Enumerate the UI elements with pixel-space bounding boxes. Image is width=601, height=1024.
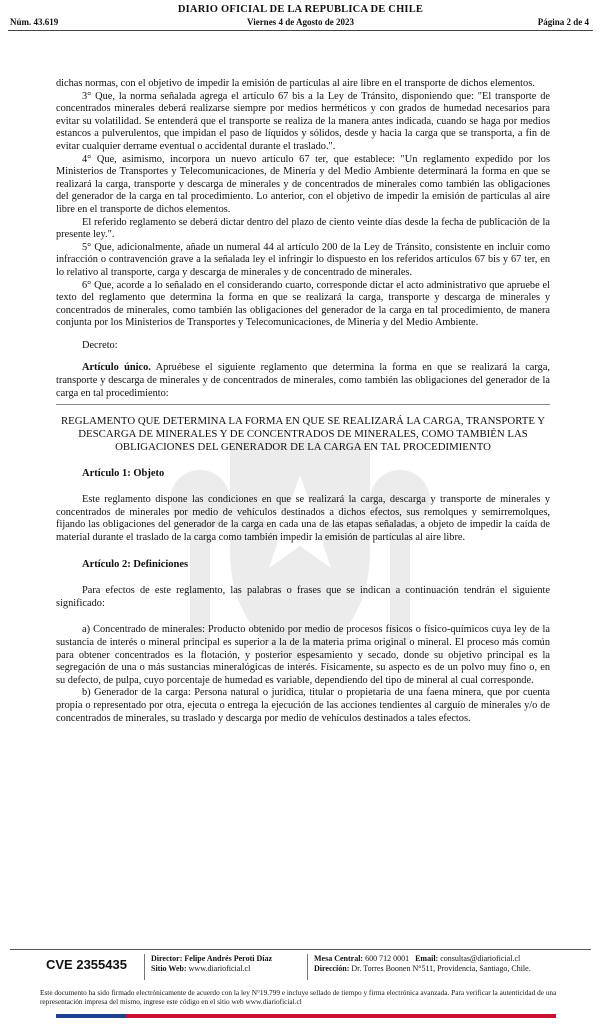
signature-note: Este documento ha sido firmado electrónicamente de acuerdo con la ley N°19.799 e incluye sellado de tiempo y firma electrónica avanzada. Para verificar la autenticidad de una representación impresa del mismo, ingrese este código en el sitio web www.diarioficial.cl — [40, 988, 557, 1006]
footer-contact-left: Director: Felipe Andrés Peroti Díaz Sitio Web: www.diarioficial.cl — [151, 954, 273, 973]
page-indicator: Página 2 de 4 — [537, 17, 589, 27]
issue-date: Viernes 4 de Agosto de 2023 — [247, 17, 354, 27]
decreto-label: Decreto: — [82, 339, 118, 351]
footer-contact-right: Mesa Central: 600 712 0001 Email: consultas@diarioficial.cl Dirección: Dr. Torres Boonen N°511, Providencia, Santiago, Chile. — [314, 954, 531, 973]
flag-bar-blue — [56, 1014, 126, 1018]
paragraph: 3° Que, la norma señalada agrega el artículo 67 bis a la Ley de Tránsito, disponiendo que: "El transporte de concentrados minerales deberá realizarse siempre por medios herméticos y con grados de humedad necesarios para evitar su volatilidad. Se entenderá que el transporte se realiza de la manera antes indicada, cuando se haga por medios estancos a pulverulentos, que impidan el paso de líquidos y sólidos, desde y hacia la carga que se transporta, a fin de evitar cualquier derrame eventual o accidental durante el traslado.". — [56, 90, 550, 152]
gazette-title: DIARIO OFICIAL DE LA REPUBLICA DE CHILE — [177, 4, 424, 15]
issue-number: Núm. 43.619 — [10, 17, 59, 27]
paragraph: 5° Que, adicionalmente, añade un numeral 44 al artículo 200 de la Ley de Tránsito, consistente en incluir como infracción o contravención grave a la señalada ley el infringir lo dispuesto en los referidos artículos 67 bis y 67 ter, en lo relativo al transporte, carga y descarga de minerales y de concentrado de minerales. — [56, 241, 550, 278]
footer-separator — [307, 954, 308, 980]
address: Dr. Torres Boonen N°511, Providencia, Santiago, Chile. — [351, 964, 531, 973]
paragraph: Para efectos de este reglamento, las palabras o frases que se indican a continuación tendrán el siguiente significado: — [56, 585, 550, 609]
email-link[interactable]: consultas@diarioficial.cl — [440, 954, 521, 963]
section-divider — [56, 404, 550, 405]
footer — [46, 954, 566, 982]
cve-code: CVE 2355435 — [46, 957, 127, 972]
phone-number: 600 712 0001 — [365, 954, 410, 963]
header-divider — [8, 30, 593, 31]
paragraph: Este reglamento dispone las condiciones en que se realizará la carga, descarga y transporte de minerales y concentrados de minerales por medio de vehículos destinados a dichos efectos, sus remolques y semirremolques, fijando las obligaciones del generador de la carga en cada una de las etapas señaladas, a objeto de impedir la caída de material durante el traslado de la carga como también impedir la emisión de partículas al aire libre. — [56, 494, 550, 544]
definition-item: a) Concentrado de minerales: Producto obtenido por medio de procesos físicos o físico-químicos cuya ley de la sustancia de interés o mineral principal es superior a la de la materia prima original o mineral. El proceso más común para obtener concentrados es la flotación, y posterior espesamiento y secado, donde su objetivo principal es la segregación de una o más sustancias mineralógicas de interés. Físicamente, su aspecto es de un polvo muy fino o, en su defecto, de pulpa, cuyo porcentaje de humedad es variable, dependiendo del tipo de mineral al cual corresponde. — [56, 624, 550, 686]
article-unico — [56, 362, 550, 400]
regulation-title: REGLAMENTO QUE DETERMINA LA FORMA EN QUE SE REALIZARÁ LA CARGA, TRANSPORTE Y DESCARGA DE MINERALES Y DE CONCENTRADOS DE MINERALES, COMO TAMBIÉN LAS OBLIGACIONES DEL GENERADOR DE LA CARGA EN TAL PROCEDIMIENTO — [60, 415, 546, 453]
paragraph: dichas normas, con el objetivo de impedir la emisión de partículas al aire libre en el transporte de dichos elementos. — [56, 78, 535, 89]
definition-item: b) Generador de la carga: Persona natural o jurídica, titular o propietaria de una faena minera, que por cuenta propia o representado por otra, ejecuta o entrega la ejecución de las acciones tendientes al carguío de minerales y/o de concentrados de minerales, su traslado y descarga por medio de vehículos destinados a tales efectos. — [56, 687, 550, 724]
footer-separator — [144, 954, 145, 980]
paragraph: 6° Que, acorde a lo señalado en el considerando cuarto, corresponde dictar el acto administrativo que apruebe el texto del reglamento que determina la forma en que se realizará la carga, transporte y descarga de minerales y concentrados de minerales, como también las obligaciones del generador de la carga en tal procedimiento, de manera conjunta por los Ministerios de Transportes y Telecomunicaciones, de Minería y del Medio Ambiente. — [56, 279, 550, 329]
article-2-heading: Artículo 2: Definiciones — [82, 558, 189, 570]
document-body — [56, 78, 550, 725]
article-1-heading: Artículo 1: Objeto — [82, 467, 165, 479]
website-link[interactable]: www.diarioficial.cl — [188, 964, 251, 973]
flag-bar-red — [126, 1014, 556, 1018]
footer-divider — [10, 949, 591, 950]
header-row — [10, 17, 589, 27]
paragraph: 4° Que, asimismo, incorpora un nuevo artículo 67 ter, que establece: "Un reglamento expedido por los Ministerios de Transportes y Telecomunicaciones, de Minería y del Medio Ambiente determinará la forma en que se realizará la carga, transporte y descarga de minerales y de concentrados de minerales como también las obligaciones del generador de la carga en tal procedimiento. Lo anterior, con el objetivo de impedir la emisión de partículas al aire libre en el transporte de dichos elementos. — [56, 153, 550, 215]
director-name: Felipe Andrés Peroti Díaz — [184, 954, 273, 963]
article-unico-label: Artículo único. — [82, 362, 151, 374]
article-unico-text: Apruébese el siguiente reglamento que determina la forma en que se realizará la carga, transporte y descarga de minerales y de concentrados de minerales, como también las obligaciones del generador de la carga en tal procedimiento: — [56, 362, 551, 399]
paragraph: El referido reglamento se deberá dictar dentro del plazo de ciento veinte días desde la fecha de publicación de la presente ley.". — [56, 216, 550, 241]
